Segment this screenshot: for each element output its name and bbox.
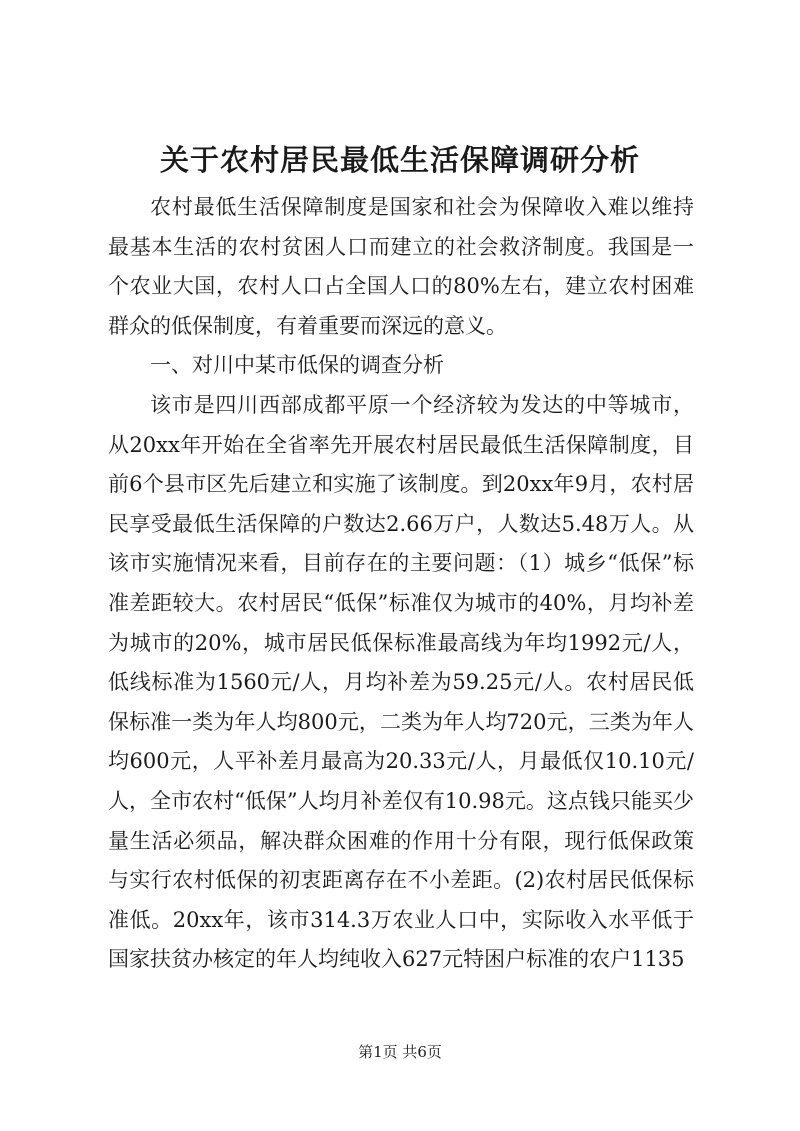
document-body — [108, 188, 694, 980]
document-title: 关于农村居民最低生活保障调研分析 — [159, 143, 640, 177]
section-heading: 一、对川中某市低保的调查分析 — [150, 353, 444, 378]
page-footer: 第1页 共6页 — [358, 1043, 442, 1061]
paragraph-intro: 农村最低生活保障制度是国家和社会为保障收入难以维持最基本生活的农村贫困人口而建立的社会救济制度。我国是一个农业大国，农村人口占全国人口的80%左右，建立农村困难群众的低保制度，有着重要而深远的意义。 — [108, 195, 694, 338]
paragraph-survey: 该市是四川西部成都平原一个经济较为发达的中等城市，从20xx年开始在全省率先开展农村居民最低生活保障制度，目前6个县市区先后建立和实施了该制度。到20xx年9月，农村居民享受最低生活保障的户数达2.66万户，人数达5.48万人。从该市实施情况来看，目前存在的主要问题：（1）城乡“低保”标准差距较大。农村居民“低保”标准仅为城市的40%，月均补差为城市的20%，城市居民低保标准最高线为年均1992元/人，低线标准为1560元/人，月均补差为59.25元/人。农村居民低保标准一类为年人均800元，二类为年人均720元，三类为年人均600元，人平补差月最高为20.33元/人，月最低仅10.10元/人，全市农村“低保”人均月补差仅有10.98元。这点钱只能买少量生活必须品，解决群众困难的作用十分有限，现行低保政策与实行农村低保的初衷距离存在不小差距。(2)农村居民低保标准低。20xx年，该市314.3万农业人口中，实际收入水平低于国家扶贫办核定的年人均纯收入627元特困户标准的农户1135 — [108, 392, 694, 972]
